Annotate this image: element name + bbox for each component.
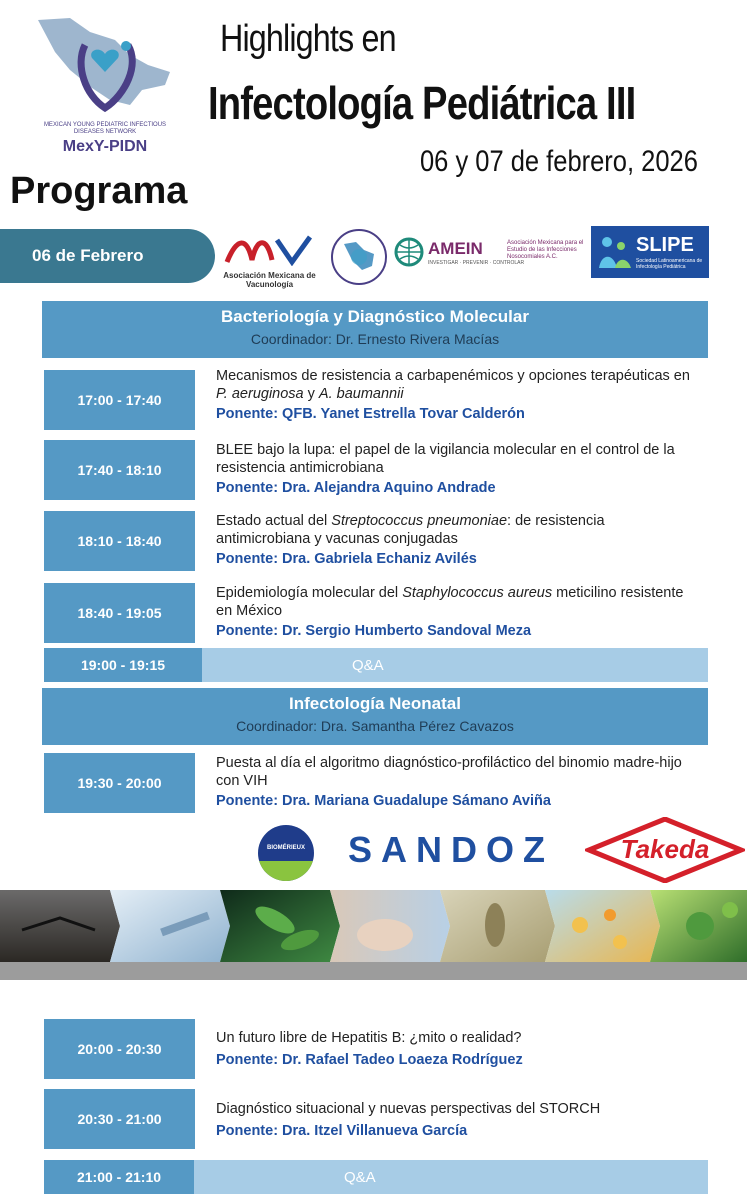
talk-title: meticilino resistente en México: [216, 585, 684, 619]
talk-time: 18:40 - 19:05: [44, 583, 195, 643]
talk-title: Puesta al día el algoritmo diagnóstico-profiláctico del binomio madre-hijo con VIH: [216, 755, 682, 789]
page-separator: [0, 962, 747, 980]
amein-globe-icon: [394, 237, 424, 267]
talk-title: Mecanismos de resistencia a carbapenémicos y opciones terapéuticas en: [216, 368, 690, 384]
slipe-logo: [591, 226, 709, 278]
event-title-line2: Infectología Pediátrica III: [208, 77, 636, 129]
talk-item: [216, 584, 696, 640]
section-header-neonatal: [42, 688, 708, 745]
talk-speaker: Ponente: Dr. Rafael Tadeo Loaeza Rodríguez: [216, 1052, 523, 1068]
sponsor-row: [0, 815, 747, 890]
section-title: Infectología Neonatal: [289, 694, 461, 713]
ampi-logo: [330, 222, 388, 292]
slipe-full-name: Sociedad Latinoamericana de Infectología Pediátrica: [636, 258, 703, 270]
biomerieux-logo: [258, 825, 314, 881]
logo-name: MexY-PIDN: [62, 138, 148, 155]
talk-title-italic: Staphylococcus aureus: [402, 585, 553, 601]
talk-time: 20:30 - 21:00: [44, 1089, 195, 1149]
talk-title: Un futuro libre de Hepatitis B: ¿mito o realidad?: [216, 1030, 522, 1046]
amv-name: Asociación Mexicana de Vacunología: [223, 271, 316, 289]
talk-speaker: Ponente: Dra. Gabriela Echaniz Avilés: [216, 551, 477, 567]
medical-images-strip: [0, 890, 747, 962]
qa-time: 19:00 - 19:15: [44, 648, 202, 682]
program-heading: Programa: [10, 170, 188, 212]
talk-speaker: Ponente: Dra. Mariana Guadalupe Sámano Aviña: [216, 793, 551, 809]
amv-logo: [222, 232, 317, 290]
talk-title-italic: A. baumannii: [318, 386, 404, 402]
qa-bar: Q&A: [202, 648, 708, 682]
amein-name: AMEIN: [428, 239, 483, 258]
talk-item: [216, 367, 696, 423]
talk-speaker: Ponente: Dra. Alejandra Aquino Andrade: [216, 480, 496, 496]
amv-mark-icon: [222, 232, 317, 266]
qa-bar: Q&A: [194, 1160, 708, 1194]
section-title: Bacteriología y Diagnóstico Molecular: [221, 307, 529, 326]
qa-time: 21:00 - 21:10: [44, 1160, 194, 1194]
event-date: 06 y 07 de febrero, 2026: [420, 145, 698, 178]
talk-speaker: Ponente: Dra. Itzel Villanueva García: [216, 1123, 468, 1139]
talk-time: 19:30 - 20:00: [44, 753, 195, 813]
talk-title: y: [303, 386, 319, 402]
talk-item: [216, 1029, 696, 1069]
takeda-logo: [585, 817, 745, 883]
talk-speaker: Ponente: QFB. Yanet Estrella Tovar Calderón: [216, 406, 525, 422]
talk-title-italic: P. aeruginosa: [216, 386, 304, 402]
mexico-map-heart-icon: [30, 10, 180, 120]
day-label-pill: 06 de Febrero: [0, 229, 215, 283]
talk-title-italic: Streptococcus pneumoniae: [331, 513, 508, 529]
talk-item: [216, 1100, 696, 1140]
talk-title: Diagnóstico situacional y nuevas perspectivas del STORCH: [216, 1101, 601, 1117]
talk-title: Epidemiología molecular del: [216, 585, 403, 601]
event-title-line1: Highlights en: [220, 18, 396, 60]
logo-network-text: MEXICAN YOUNG PEDIATRIC INFECTIOUS DISEASES NETWORK: [43, 122, 167, 135]
photo-strip: [0, 890, 747, 962]
talk-item: [216, 512, 696, 568]
talk-time: 17:40 - 18:10: [44, 440, 195, 500]
section-header-bacteriologia: [42, 301, 708, 358]
talk-item: [216, 754, 696, 811]
talk-time: 20:00 - 20:30: [44, 1019, 195, 1079]
amein-logo: [394, 235, 584, 275]
talk-speaker: Ponente: Dr. Sergio Humberto Sandoval Meza: [216, 623, 532, 639]
section-coordinator: Coordinador: Dr. Ernesto Rivera Macías: [250, 331, 500, 347]
takeda-name: Takeda: [620, 834, 710, 864]
amein-tagline: INVESTIGAR · PREVENIR · CONTROLAR: [428, 260, 525, 266]
section-coordinator: Coordinador: Dra. Samantha Pérez Cavazos: [236, 718, 514, 734]
ampi-seal-icon: [330, 222, 388, 292]
talk-title: Estado actual del: [216, 513, 332, 529]
talk-item: [216, 441, 696, 497]
talk-title: : de resistencia antimicrobiana y vacunas conjugadas: [216, 513, 605, 547]
amein-full-name: Asociación Mexicana para el Estudio de las Infecciones Nosocomiales A.C.: [507, 240, 584, 260]
talk-time: 18:10 - 18:40: [44, 511, 195, 571]
mexy-pidn-logo: [30, 10, 180, 160]
slipe-name: SLIPE: [636, 234, 694, 256]
biomerieux-name: BIOMÉRIEUX: [266, 845, 305, 851]
talk-title: BLEE bajo la lupa: el papel de la vigilancia molecular en el control de la resistencia antimicrobiana: [216, 442, 675, 476]
sandoz-logo: SANDOZ: [348, 829, 554, 870]
talk-time: 17:00 - 17:40: [44, 370, 195, 430]
slipe-people-icon: [595, 232, 635, 272]
